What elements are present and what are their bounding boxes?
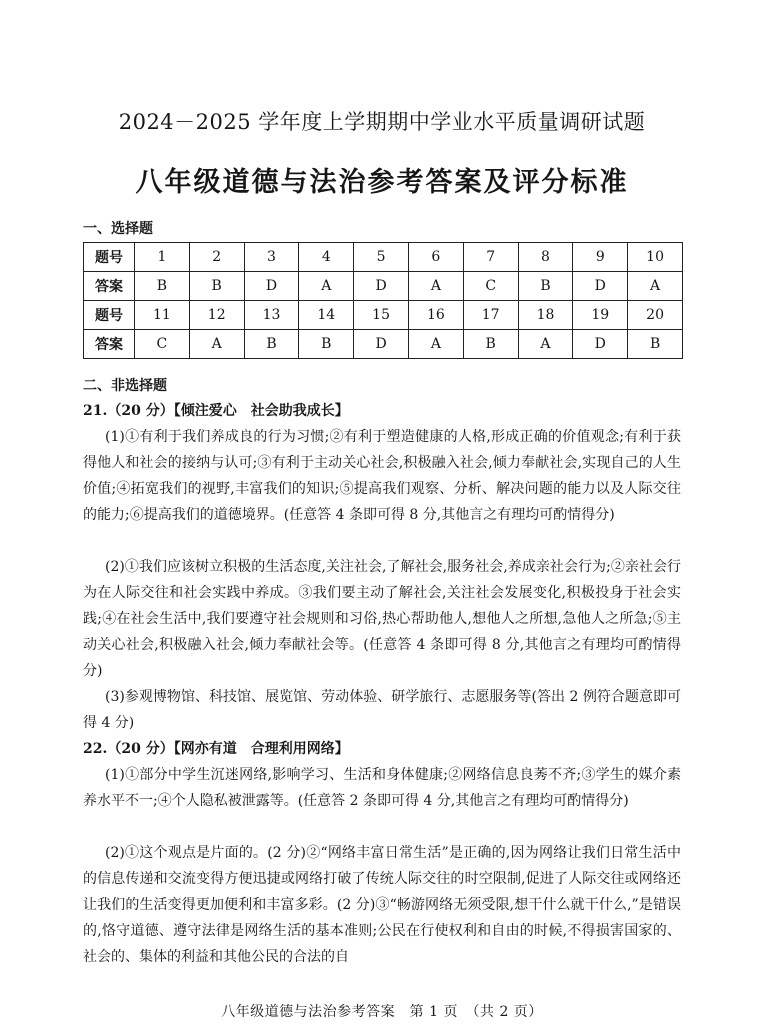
question-21-part-1: (1)①有利于我们养成良的行为习惯;②有利于塑造健康的人格,形成正确的价值观念;有利于获得他人和社会的接纳与认可;③有利于主动关心社会,积极融入社会,倾力奉献社会,实现自己的人生价值;④拓宽我们的视野,丰富我们的知识;⑤提高我们观察、分析、解决问题的能力以及人际交往的能力;⑥提高我们的道德境界。(任意答 4 条即可得 8 分,其他言之有理均可酌情得分) [83, 429, 681, 523]
table-row [84, 301, 683, 330]
table-cell: C [463, 272, 518, 301]
table-cell: 8 [518, 243, 573, 272]
table-cell: A [189, 330, 244, 359]
row-label: 题号 [84, 301, 135, 330]
table-cell: 10 [628, 243, 683, 272]
table-cell: B [463, 330, 518, 359]
table-cell: 9 [573, 243, 628, 272]
question-21-title: 21.（20 分）【倾注爱心 社会助我成长】 [83, 403, 349, 419]
table-cell: 3 [244, 243, 299, 272]
table-cell: 11 [135, 301, 190, 330]
section-heading-nonchoice: 二、非选择题 [83, 378, 167, 394]
table-cell: B [189, 272, 244, 301]
table-cell: 12 [189, 301, 244, 330]
section-heading-choice: 一、选择题 [83, 221, 153, 237]
table-row [84, 330, 683, 359]
row-label: 答案 [84, 272, 135, 301]
exam-title: 2024－2025 学年度上学期期中学业水平质量调研试题 [118, 110, 646, 134]
table-cell: A [518, 330, 573, 359]
question-22-part-1: (1)①部分中学生沉迷网络,影响学习、生活和身体健康;②网络信息良莠不齐;③学生的媒介素养水平不一;④个人隐私被泄露等。(任意答 2 条即可得 4 分,其他言之有理均可酌情得分) [83, 767, 681, 809]
table-cell: 6 [408, 243, 463, 272]
table-cell: 16 [408, 301, 463, 330]
question-21-part-2: (2)①我们应该树立积极的生活态度,关注社会,了解社会,服务社会,养成亲社会行为;②亲社会行为在人际交往和社会实践中养成。③我们要主动了解社会,关注社会发展变化,积极投身于社会实践;④在社会生活中,我们要遵守社会规则和习俗,热心帮助他人,想他人之所想,急他人之所急;⑤主动关心社会,积极融入社会,倾力奉献社会等。(任意答 4 条即可得 8 分,其他言之有理均可酌情得分) [83, 559, 681, 679]
table-cell: 4 [299, 243, 354, 272]
table-cell: B [518, 272, 573, 301]
table-row [84, 272, 683, 301]
table-cell: A [408, 272, 463, 301]
table-cell: D [573, 330, 628, 359]
table-cell: 7 [463, 243, 518, 272]
answer-table [83, 242, 683, 359]
row-label: 答案 [84, 330, 135, 359]
table-cell: B [628, 330, 683, 359]
page-footer: 八年级道德与法治参考答案 第 1 页 （共 2 页） [221, 1004, 543, 1020]
table-cell: B [135, 272, 190, 301]
table-cell: A [408, 330, 463, 359]
table-cell: 17 [463, 301, 518, 330]
table-cell: A [628, 272, 683, 301]
question-22-part-2: (2)①这个观点是片面的。(2 分)②“网络丰富日常生活”是正确的,因为网络让我们日常生活中的信息传递和交流变得方便迅捷或网络打破了传统人际交往的时空限制,促进了人际交往或网络还让我们的生活变得更加便利和丰富多彩。(2 分)③“畅游网络无须受限,想干什么就干什么,”是错误的,恪守道德、遵守法律是网络生活的基本准则;公民在行使权利和自由的时候,不得损害国家的、社会的、集体的利益和其他公民的合法的自 [83, 845, 681, 965]
table-row [84, 243, 683, 272]
table-cell: 20 [628, 301, 683, 330]
table-cell: 14 [299, 301, 354, 330]
table-cell: 5 [354, 243, 409, 272]
table-cell: D [573, 272, 628, 301]
row-label: 题号 [84, 243, 135, 272]
question-21-part-3: (3)参观博物馆、科技馆、展览馆、劳动体验、研学旅行、志愿服务等(答出 2 例符合题意即可得 4 分) [83, 689, 681, 731]
table-cell: 18 [518, 301, 573, 330]
table-cell: C [135, 330, 190, 359]
page-title: 八年级道德与法治参考答案及评分标准 [135, 167, 629, 198]
question-22-title: 22.（20 分）【网亦有道 合理利用网络】 [83, 741, 349, 757]
table-cell: A [299, 272, 354, 301]
table-cell: 15 [354, 301, 409, 330]
table-cell: D [244, 272, 299, 301]
table-cell: B [244, 330, 299, 359]
table-cell: 2 [189, 243, 244, 272]
table-cell: B [299, 330, 354, 359]
table-cell: D [354, 272, 409, 301]
table-cell: D [354, 330, 409, 359]
table-cell: 19 [573, 301, 628, 330]
table-cell: 13 [244, 301, 299, 330]
table-cell: 1 [135, 243, 190, 272]
